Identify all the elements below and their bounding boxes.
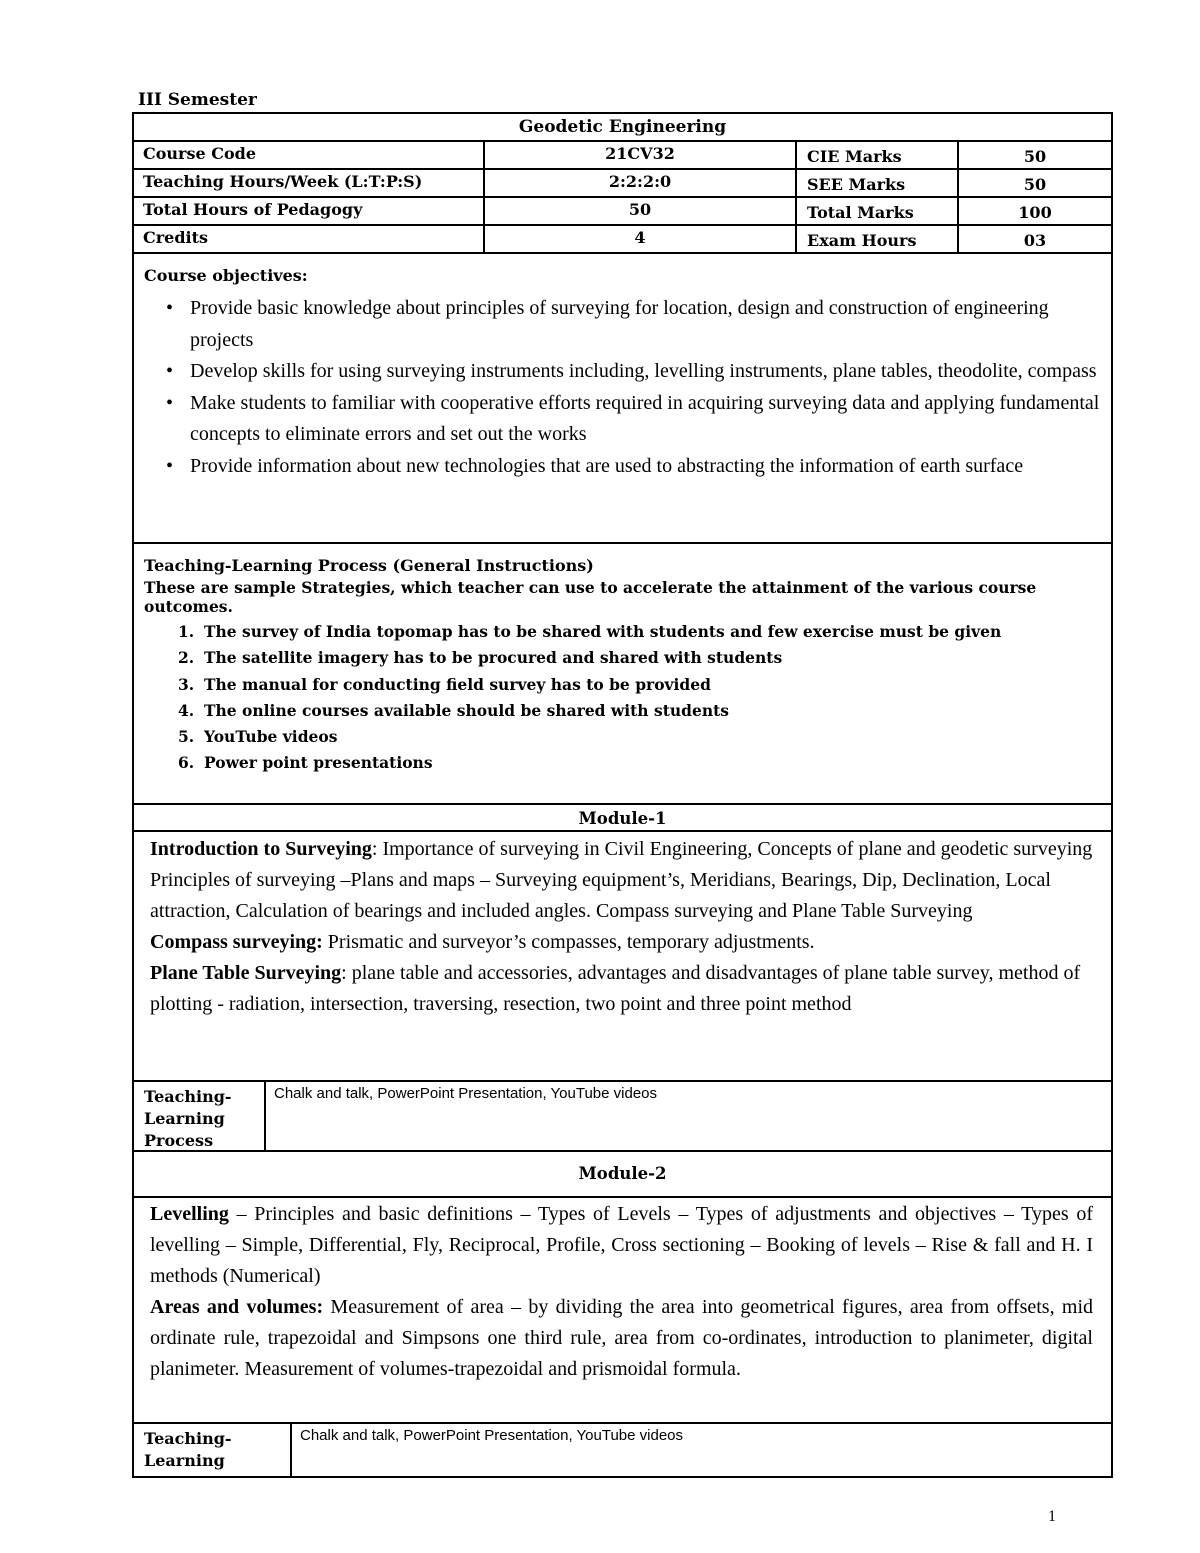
cie-marks-value: 50	[1023, 147, 1047, 166]
page-number: 1	[1048, 1508, 1056, 1525]
tlp-item-number: 4.	[178, 700, 195, 720]
module-2-paragraph	[150, 1199, 1093, 1292]
tlp-item-number: 2.	[178, 648, 195, 668]
module-1-paragraph	[150, 927, 1093, 958]
objectives-heading: Course objectives:	[144, 266, 308, 285]
exam-hours-value: 03	[1023, 231, 1047, 250]
tlp-item-number: 5.	[178, 727, 195, 747]
teaching-learning-value: Chalk and talk, PowerPoint Presentation, YouTube videos	[300, 1427, 684, 1444]
module-2-title: Module-2	[134, 1152, 1111, 1198]
total-marks-label: Total Marks	[797, 198, 959, 224]
bullet-icon: •	[166, 360, 174, 382]
tlp-heading: Teaching-Learning Process (General Instructions)	[144, 556, 594, 575]
total-marks-value: 100	[1018, 203, 1052, 222]
info-row-teaching-hours	[134, 170, 1111, 198]
objective-item	[160, 388, 1111, 451]
bullet-icon: •	[166, 454, 174, 477]
topic-title: Introduction to Surveying	[150, 838, 372, 860]
course-table	[132, 112, 1113, 1478]
objective-text: Provide information about new technologies that are used to abstracting the information of earth surface	[190, 454, 1024, 477]
topic-text: : plane table and accessories, advantages and disadvantages of plane table survey, method of plotting - radiation, intersection, traversing, resection, two point and three point method	[150, 962, 1081, 1015]
tlp-item-text: The manual for conducting field survey has to be provided	[204, 674, 711, 694]
module-1-paragraph	[150, 958, 1093, 1020]
tlp-item	[144, 724, 1111, 750]
topic-text: – Principles and basic definitions – Types of Levels – Types of adjustments and objectives – Types of levelling – Simple, Differential, Fly, Reciprocal, Profile, Cross sectioning – Booking of levels – Rise & fall and H. I methods (Numerical)	[150, 1203, 1093, 1287]
tlp-item-text: Power point presentations	[204, 753, 433, 773]
credits-label: Credits	[134, 226, 485, 252]
cie-marks-label: CIE Marks	[797, 142, 959, 168]
course-objectives-section	[134, 254, 1111, 544]
module-2-paragraph	[150, 1292, 1093, 1385]
module-2-content	[134, 1198, 1111, 1424]
topic-text: Measurement of area – by dividing the area into geometrical figures, area from offsets, mid ordinate rule, trapezoidal and Simpsons one third rule, area from co-ordinates, introduction to planimeter, digital planimeter. Measurement of volumes-trapezoidal and prismoidal formula.	[150, 1296, 1094, 1380]
tlp-item	[144, 698, 1111, 724]
topic-text: Prismatic and surveyor’s compasses, temporary adjustments.	[322, 931, 815, 953]
objective-text: Provide basic knowledge about principles of surveying for location, design and construction of engineering projects	[190, 297, 1049, 351]
tlp-item-number: 1.	[178, 622, 195, 641]
objective-item	[160, 356, 1111, 388]
total-hours-label: Total Hours of Pedagogy	[134, 198, 485, 224]
total-hours-value: 50	[485, 198, 797, 224]
topic-text: : Importance of surveying in Civil Engineering, Concepts of plane and geodetic surveying Principles of surveying –Plans and maps – Surveying equipment’s, Meridians, Bearings, Dip, Declination, Local attraction, Calculation of bearings and included angles. Compass surveying and Plane Table Surveying	[150, 838, 1093, 922]
teaching-learning-value: Chalk and talk, PowerPoint Presentation, YouTube videos	[274, 1085, 658, 1102]
tlp-item-text: The satellite imagery has to be procured and shared with students	[204, 648, 783, 668]
objective-text: Make students to familiar with cooperative efforts required in acquiring surveying data and applying fundamental concepts to eliminate errors and set out the works	[190, 391, 1100, 445]
info-row-credits	[134, 226, 1111, 254]
course-code-value: 21CV32	[485, 142, 797, 168]
tlp-item-text: The survey of India topomap has to be shared with students and few exercise must be given	[204, 622, 1002, 641]
tlp-item	[144, 619, 1111, 645]
module-1-paragraph	[150, 834, 1093, 927]
topic-title: Compass surveying:	[150, 931, 323, 953]
course-code-label: Course Code	[134, 142, 485, 168]
tlp-item-number: 3.	[178, 674, 195, 694]
see-marks-label: SEE Marks	[797, 170, 959, 196]
module-1-teaching-row	[134, 1082, 1111, 1152]
module-1-content	[134, 832, 1111, 1082]
teaching-learning-process-section	[134, 544, 1111, 805]
see-marks-value: 50	[1023, 175, 1047, 194]
objectives-list	[144, 293, 1111, 482]
tlp-item	[144, 645, 1111, 671]
teaching-hours-label: Teaching Hours/Week (L:T:P:S)	[134, 170, 485, 196]
credits-value: 4	[485, 226, 797, 252]
tlp-list	[144, 619, 1111, 777]
topic-title: Areas and volumes:	[150, 1296, 324, 1318]
module-1-title: Module-1	[134, 805, 1111, 832]
semester-label: III Semester	[138, 90, 257, 110]
info-row-total-hours	[134, 198, 1111, 226]
objective-item	[160, 293, 1111, 356]
bullet-icon: •	[166, 297, 174, 319]
tlp-item-number: 6.	[178, 753, 195, 773]
teaching-learning-label: Teaching-Learning Process	[134, 1082, 266, 1150]
objective-text: Develop skills for using surveying instruments including, levelling instruments, plane tables, theodolite, compass	[190, 360, 1097, 382]
course-title: Geodetic Engineering	[134, 114, 1111, 142]
exam-hours-label: Exam Hours	[797, 226, 959, 252]
tlp-item	[144, 750, 1111, 776]
topic-title: Plane Table Surveying	[150, 962, 342, 984]
teaching-hours-value: 2:2:2:0	[485, 170, 797, 196]
tlp-item	[144, 672, 1111, 698]
tlp-item-text: YouTube videos	[204, 727, 338, 747]
objective-item	[160, 451, 1111, 483]
tlp-subheading: These are sample Strategies, which teacher can use to accelerate the attainment of the various course outcomes.	[144, 578, 1037, 616]
teaching-learning-label: Teaching-Learning	[134, 1424, 292, 1476]
topic-title: Levelling	[150, 1203, 229, 1225]
tlp-item-text: The online courses available should be shared with students	[204, 700, 729, 720]
module-2-teaching-row	[134, 1424, 1111, 1476]
bullet-icon: •	[166, 391, 174, 414]
info-row-course-code	[134, 142, 1111, 170]
